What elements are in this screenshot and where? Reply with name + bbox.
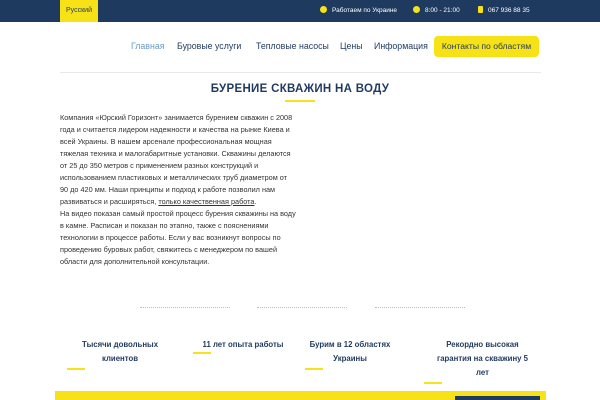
phone-number[interactable]: 067 936 88 35 [488,7,530,14]
main-nav [0,22,600,72]
intro-paragraph-1: Компания «Юрский Горизонт» занимается бурением скважин с 2008 года и считается лидером надежности и качества на рынке Киева и всей Украины. В нашем арсенале профессиональная мощная тяжелая техника и малогабаритные установки. Скважины делаются от 25 до 350 метров с применением разных конструкций и использованием пластиковых и металлических труб диаметром от 90 до 420 мм. Наши принципы и подход к работе позволил нам развиваться и расширяться, [60,113,293,206]
nav-item-prices[interactable]: Цены [340,41,363,51]
language-switcher[interactable]: Русский [60,0,98,22]
divider-dots [257,307,347,308]
divider-dots [140,307,230,308]
nav-item-heat-pumps[interactable]: Тепловые насосы [256,41,329,51]
page-title: БУРЕНИЕ СКВАЖИН НА ВОДУ [210,83,390,95]
clock-icon [413,6,420,13]
hours-text: 8:00 - 21:00 [425,7,460,14]
quality-work-link[interactable]: только качественная работа [158,197,255,206]
phone-icon [478,6,483,13]
intro-paragraph-2: На видео показан самый простой процесс бурения скважины на воду в камне. Расписан и показан по этапно, также с пояснениями технологии в процессе работы. Если у вас возникнут вопросы по проведению буровых работ, свяжитесь с менеджером по вашей области для дополнительной консультации. [60,209,296,266]
divider-dots [375,307,465,308]
phone-info[interactable] [478,0,530,22]
feature-underline [193,352,211,354]
feature-experience: 11 лет опыта работы [202,340,284,349]
banner-accent [455,396,540,400]
feature-underline [67,368,85,370]
feature-regions: Бурим в 12 областях Украины [309,340,391,363]
feature-underline [305,368,323,370]
intro-text: Компания «Юрский Горизонт» занимается бурением скважин с 2008 года и считается лидером надежности и качества на рынке Киева и всей Украины. В нашем арсенале профессиональная мощная тяжелая техника и малогабаритные установки. Скважины делаются от 25 до 350 метров с применением разных конструкций и использованием пластиковых и металлических труб диаметром от 90 до 420 мм. Наши принципы и подход к работе позволил нам развиваться и расширяться, только качественная работа. На видео показан самый простой процесс бурения скважины на воду в камне. Расписан и показан по этапно, также с пояснениями технологии в процессе работы. Если у вас возникнут вопросы по проведению буровых работ, свяжитесь с менеджером по вашей области для дополнительной консультации. [60,113,296,266]
nav-item-home[interactable]: Главная [131,41,165,51]
hours-info [413,0,460,22]
feature-clients: Тысячи довольных клиентов [81,340,159,363]
contacts-by-region-button[interactable]: Контакты по областям [434,36,539,57]
globe-icon [320,6,327,13]
nav-item-drilling[interactable]: Буровые услуги [177,41,242,51]
top-bar [0,0,600,22]
feature-warranty: Рекордно высокая гарантия на скважину 5 лет [436,340,529,377]
feature-underline [424,382,442,384]
title-underline [285,100,315,102]
nav-divider [60,72,541,73]
coverage-info [320,0,397,22]
nav-item-info[interactable]: Информация [374,41,428,51]
coverage-text: Работаем по Украине [332,7,398,14]
